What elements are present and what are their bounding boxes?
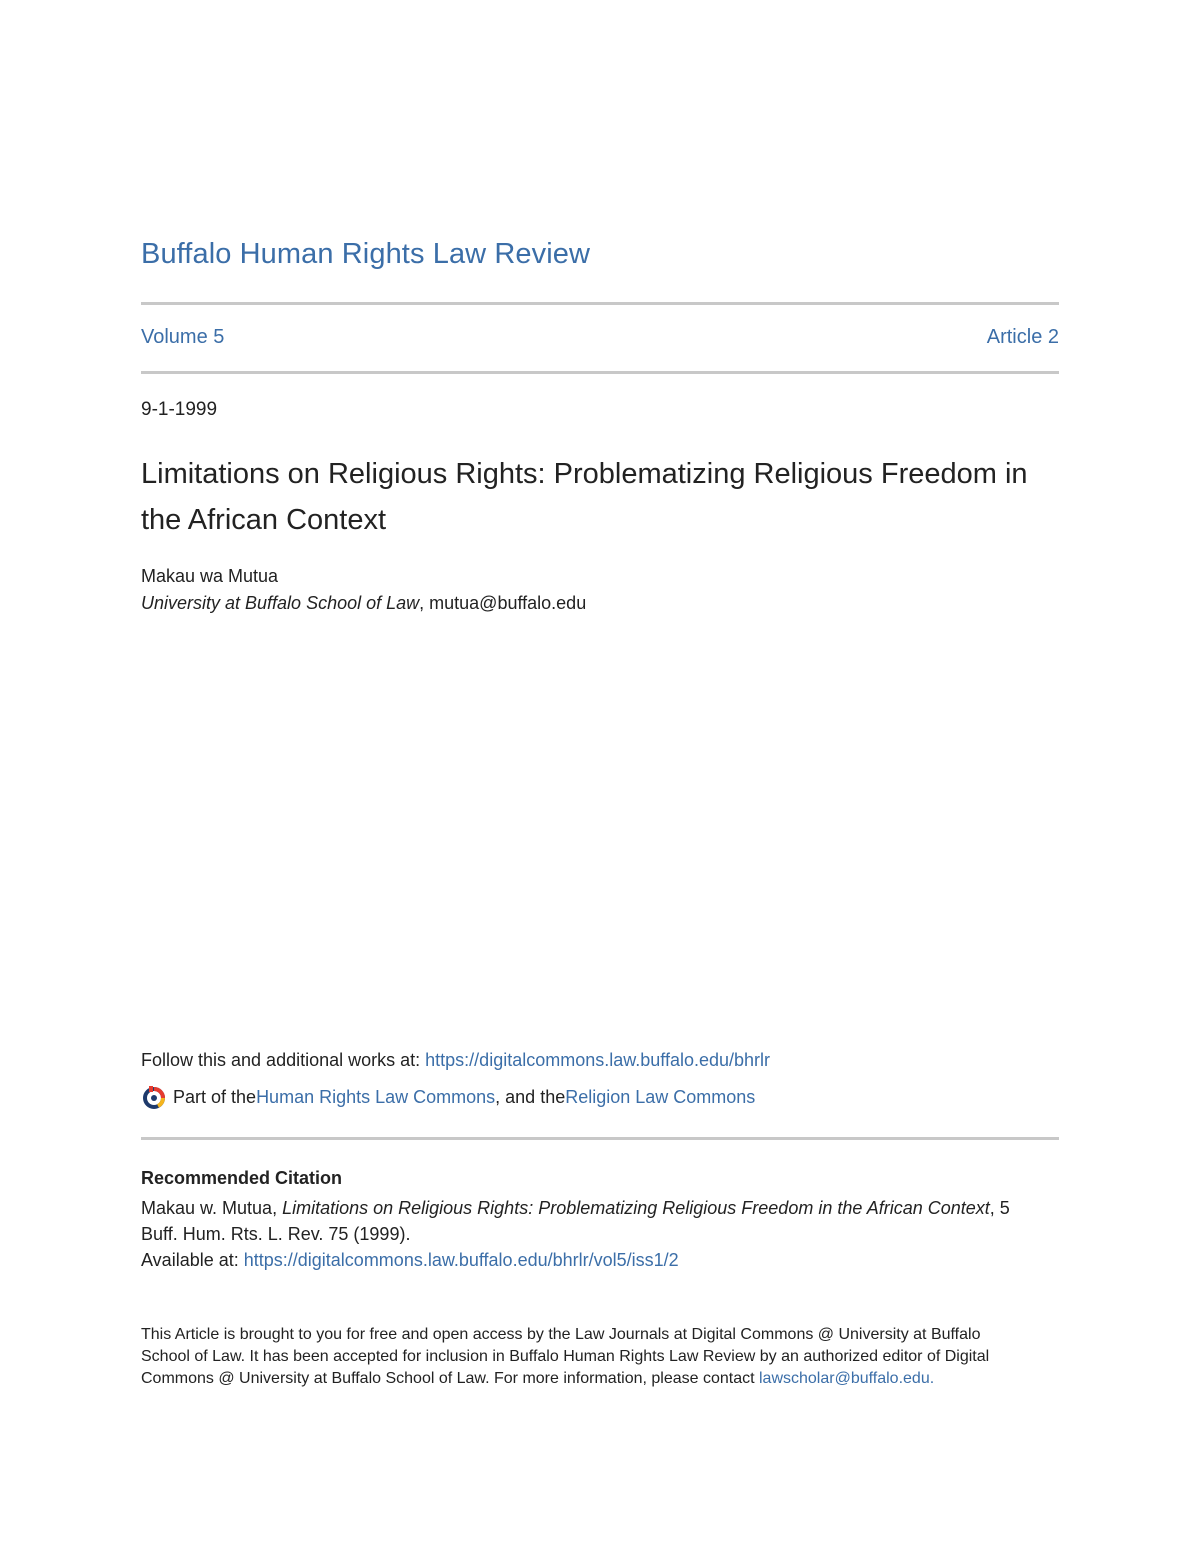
open-access-notice xyxy=(141,1324,1021,1390)
citation-heading: Recommended Citation xyxy=(141,1168,343,1188)
article-url-link[interactable]: https://digitalcommons.law.buffalo.edu/bhrlr/vol5/iss1/2 xyxy=(243,1250,679,1270)
follow-prefix: Follow this and additional works at: xyxy=(141,1050,426,1070)
digital-commons-network-icon xyxy=(141,1084,167,1110)
affiliation-name: University at Buffalo School of Law xyxy=(141,593,420,613)
volume-row xyxy=(141,326,1059,349)
article-title: Limitations on Religious Rights: Problematizing Religious Freedom in the African Context xyxy=(141,458,1028,536)
religion-law-commons-link[interactable]: Religion Law Commons xyxy=(565,1086,756,1107)
affiliation-separator: , xyxy=(419,593,430,613)
notice-text: This Article is brought to you for free and open access by the Law Journals at Digital Commons @ University at Buffalo School of Law. It has been accepted for inclusion in Buffalo Human Rights Law Review by an authorized editor of Digital Commons @ University at Buffalo School of Law. For more information, please contact xyxy=(141,1326,990,1387)
author-name: Makau wa Mutua xyxy=(141,566,279,586)
contact-email-link[interactable]: lawscholar@buffalo.edu. xyxy=(759,1370,935,1387)
citation-author: Makau w. Mutua, xyxy=(141,1198,283,1218)
citation-details: , 5 Buff. Hum. Rts. L. Rev. 75 (1999). xyxy=(141,1198,1010,1244)
top-divider xyxy=(141,302,1059,305)
part-of-prefix: Part of the xyxy=(173,1086,257,1107)
part-of-line xyxy=(141,1084,755,1110)
available-prefix: Available at: xyxy=(141,1250,244,1270)
citation-body xyxy=(141,1195,1041,1273)
author-affiliation xyxy=(141,593,586,614)
volume-link[interactable]: Volume 5 xyxy=(141,326,225,348)
journal-title-link[interactable]: Buffalo Human Rights Law Review xyxy=(141,238,591,270)
article-number-link[interactable]: Article 2 xyxy=(986,326,1059,348)
citation-title: Limitations on Religious Rights: Problematizing Religious Freedom in the African Context xyxy=(282,1198,990,1218)
volume-divider xyxy=(141,371,1059,374)
follow-line xyxy=(141,1050,770,1071)
part-of-joiner: , and the xyxy=(495,1086,566,1107)
author-email: mutua@buffalo.edu xyxy=(429,593,587,613)
human-rights-law-commons-link[interactable]: Human Rights Law Commons xyxy=(256,1086,496,1107)
repository-link[interactable]: https://digitalcommons.law.buffalo.edu/bhrlr xyxy=(425,1050,771,1070)
citation-divider xyxy=(141,1137,1059,1140)
publication-date: 9-1-1999 xyxy=(141,399,218,420)
